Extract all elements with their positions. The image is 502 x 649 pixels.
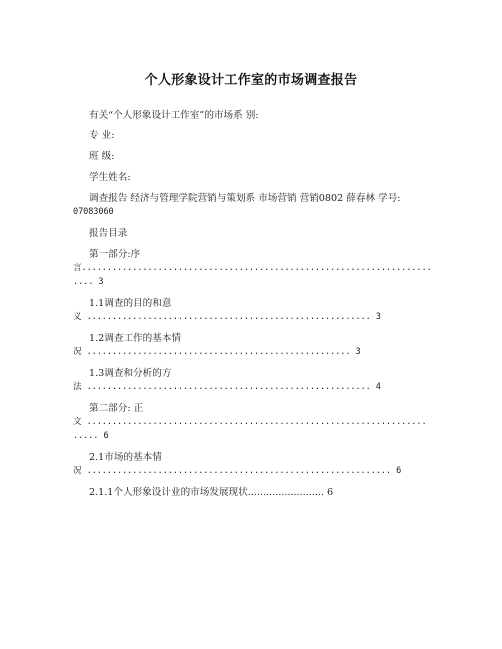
toc-item-leader: 文 ................................................................... — [73, 417, 427, 427]
toc-item-leader: 言..................................................................... — [73, 263, 432, 273]
class-line: 班 级: — [89, 151, 115, 162]
toc-item-head: 1.3调查和分析的方 — [89, 368, 172, 379]
toc-item-leader: 况 .................................................... 3 — [73, 347, 361, 357]
toc-item-head: 1.1调查的目的和意 — [89, 298, 172, 309]
toc-item-head: 2.1.1个人形象设计业的市场发展现状......................... 6 — [89, 487, 334, 498]
toc-item-leader: 法 ........................................................ 4 — [73, 382, 381, 392]
student-name-line: 学生姓名: — [89, 172, 131, 183]
toc-item-page: ..... 6 — [73, 431, 109, 441]
toc-item-head: 2.1市场的基本情 — [89, 452, 162, 463]
toc-heading: 报告目录 — [89, 228, 128, 239]
report-info-line: 调查报告 经济与管理学院营销与策划系 市场营销 营销0802 薛春林 学号: — [89, 193, 401, 204]
major-line: 专 业: — [89, 130, 115, 141]
report-topic-line: 有关“个人形象设计工作室”的市场系 别: — [89, 110, 259, 121]
toc-item-head: 第二部分: 正 — [89, 403, 144, 414]
toc-item-leader: 况 ............................................................ 6 — [73, 466, 402, 476]
student-id-line: 07083060 — [73, 207, 114, 217]
toc-item-head: 第一部分:序 — [89, 249, 141, 260]
document-title: 个人形象设计工作室的市场调查报告 — [144, 73, 358, 88]
toc-item-leader: 义 ........................................................ 3 — [73, 312, 381, 322]
toc-item-head: 1.2调查工作的基本情 — [89, 333, 182, 344]
toc-item-page: .... 3 — [73, 277, 104, 287]
